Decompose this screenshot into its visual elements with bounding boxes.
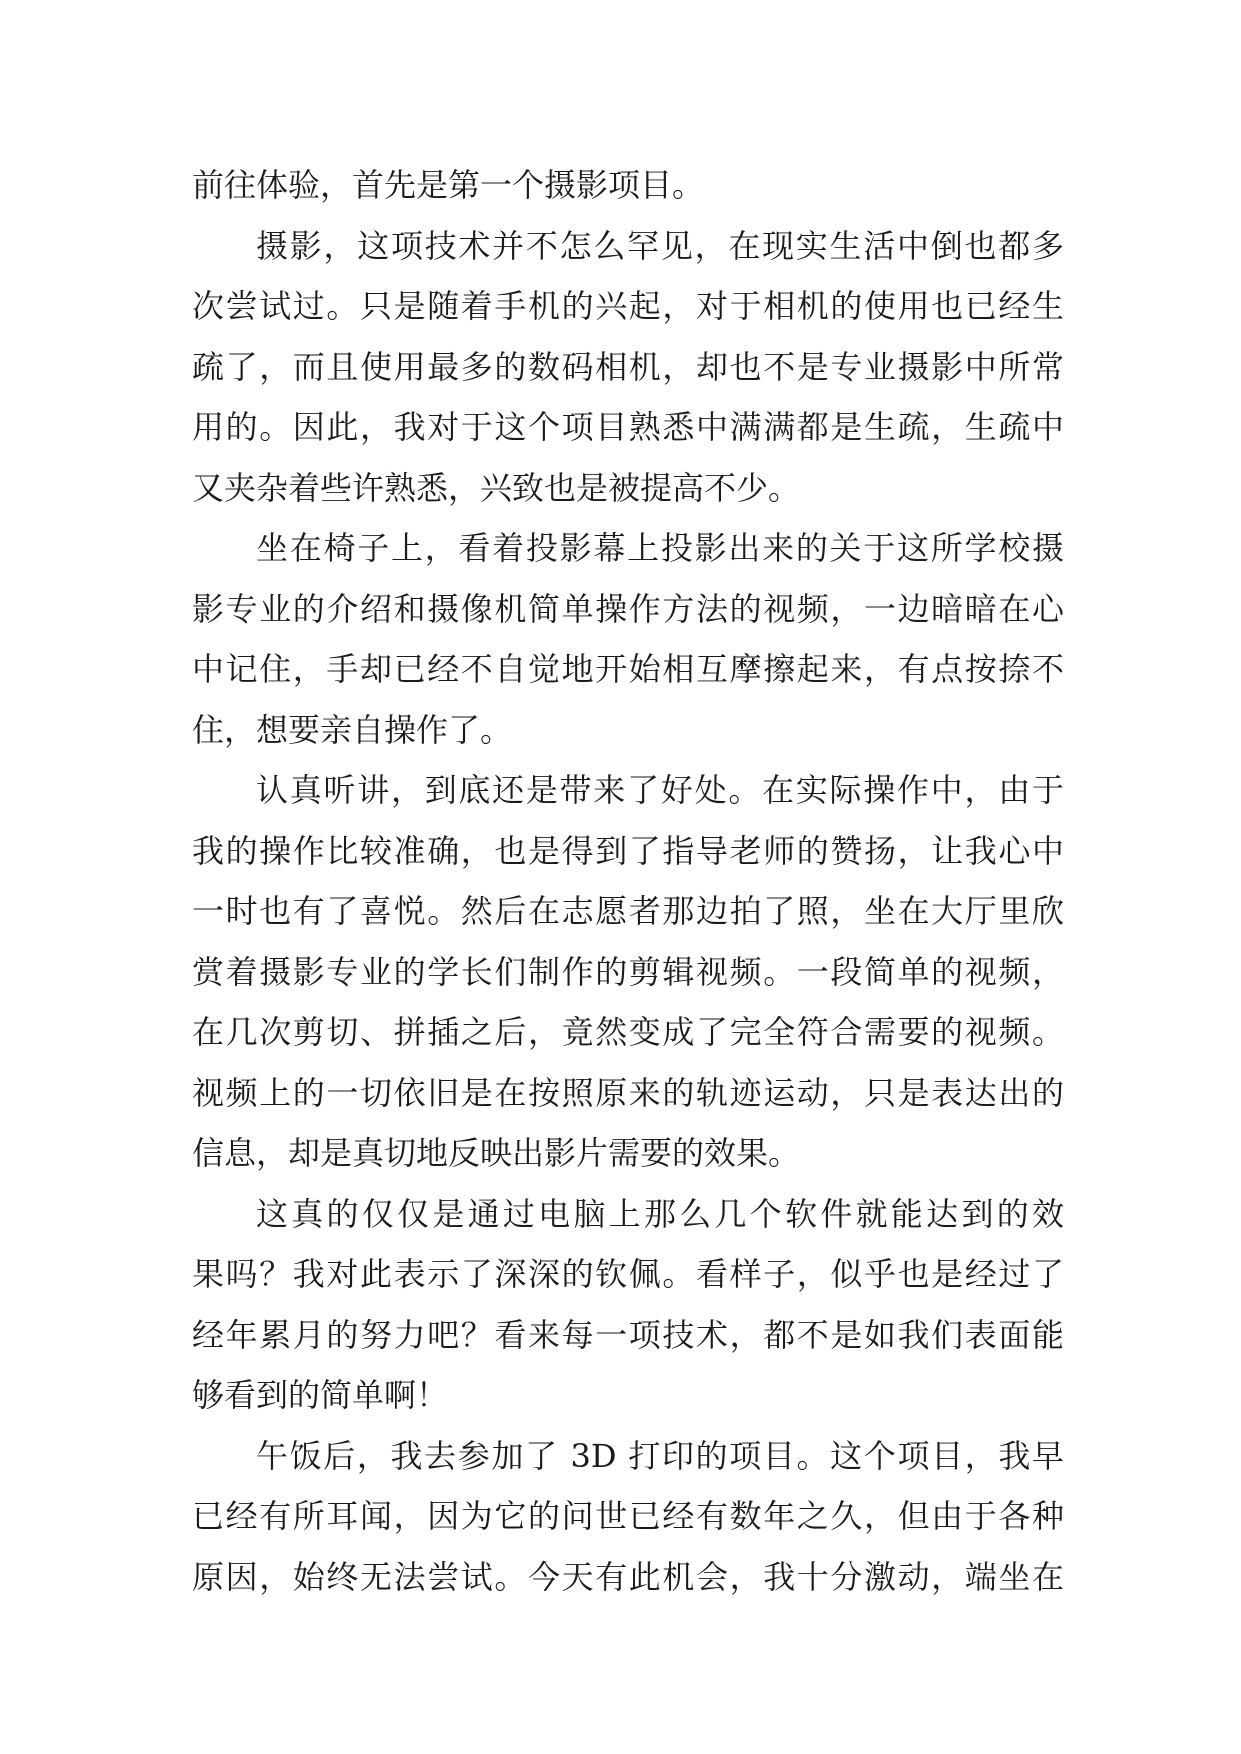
text-line: 这真的仅仅是通过电脑上那么几个软件就能达到的效: [256, 1194, 1064, 1233]
text-line: 摄影，这项技术并不怎么罕见，在现实生活中倒也都多: [256, 226, 1064, 265]
text-line: 午饭后，我去参加了 3D 打印的项目。这个项目，我早: [256, 1436, 1064, 1475]
text-line: 疏了，而且使用最多的数码相机，却也不是专业摄影中所常: [192, 347, 1064, 386]
text-line: 坐在椅子上，看着投影幕上投影出来的关于这所学校摄: [256, 529, 1064, 567]
text-line: 我的操作比较准确，也是得到了指导老师的赞扬，让我心中: [192, 831, 1064, 870]
text-line: 一时也有了喜悦。然后在志愿者那边拍了照，坐在大厅里欣: [192, 892, 1064, 930]
text-line: 已经有所耳闻，因为它的问世已经有数年之久，但由于各种: [192, 1497, 1064, 1535]
text-line: 够看到的简单啊！: [192, 1376, 449, 1414]
text-line: 影专业的介绍和摄像机简单操作方法的视频，一边暗暗在心: [192, 589, 1064, 628]
text-line: 信息，却是真切地反映出影片需要的效果。: [192, 1134, 801, 1172]
document-body: [192, 155, 1064, 1607]
text-line: 赏着摄影专业的学长们制作的剪辑视频。一段简单的视频，: [192, 952, 1064, 991]
text-line: 在几次剪切、拼插之后，竟然变成了完全符合需要的视频。: [192, 1013, 1064, 1051]
text-line: 住，想要亲自操作了。: [192, 710, 513, 749]
text-line: 次尝试过。只是随着手机的兴起，对于相机的使用也已经生: [192, 287, 1064, 325]
text-line: 原因，始终无法尝试。今天有此机会，我十分激动，端坐在: [192, 1557, 1064, 1596]
text-line: 前往体验，首先是第一个摄影项目。: [192, 166, 705, 204]
text-line: 用的。因此，我对于这个项目熟悉中满满都是生疏，生疏中: [192, 408, 1064, 446]
text-line: 视频上的一切依旧是在按照原来的轨迹运动，只是表达出的: [192, 1073, 1064, 1112]
text-line: 又夹杂着些许熟悉，兴致也是被提高不少。: [192, 468, 801, 507]
text-line: 认真听讲，到底还是带来了好处。在实际操作中，由于: [256, 771, 1064, 809]
text-line: 果吗？我对此表示了深深的钦佩。看样子，似乎也是经过了: [192, 1255, 1064, 1293]
text-line: 中记住，手却已经不自觉地开始相互摩擦起来，有点按捺不: [192, 650, 1064, 688]
text-line: 经年累月的努力吧？看来每一项技术，都不是如我们表面能: [192, 1315, 1064, 1354]
